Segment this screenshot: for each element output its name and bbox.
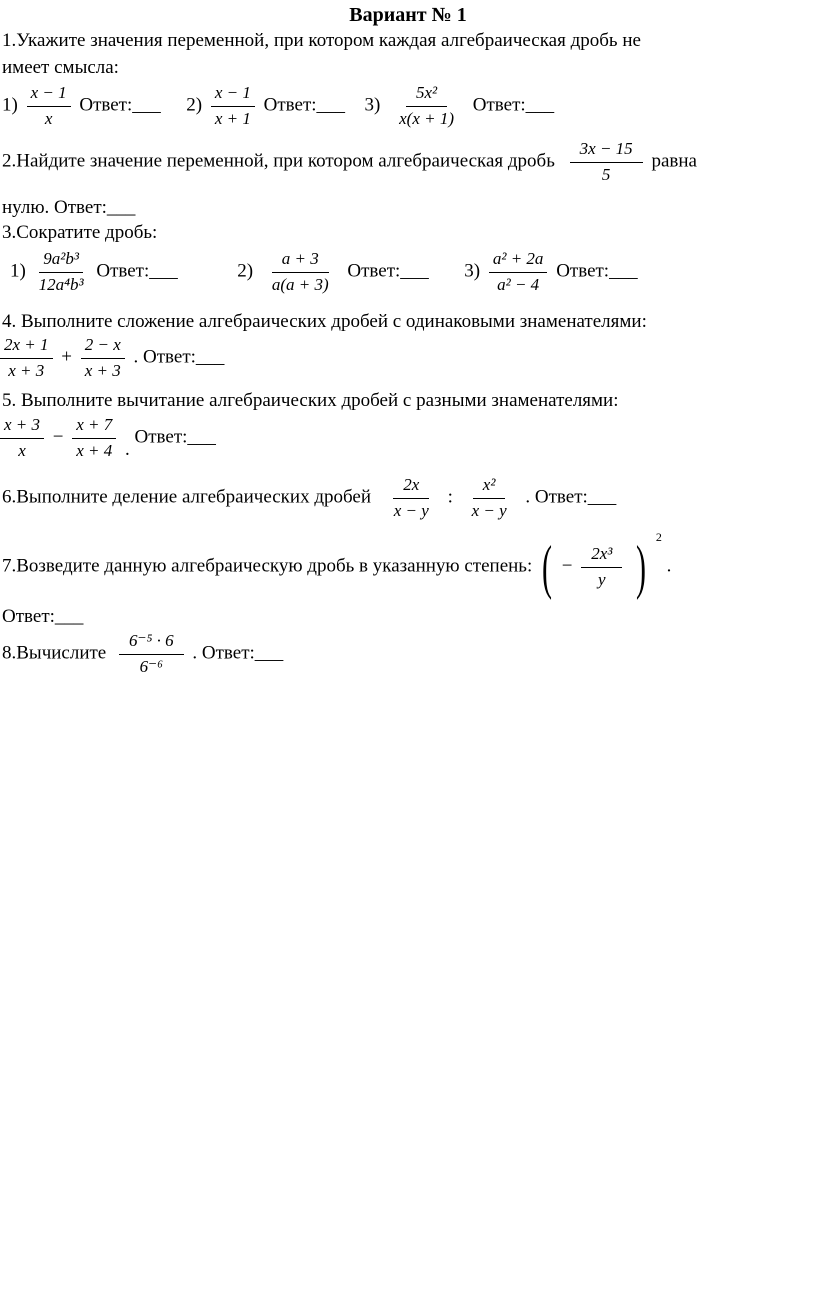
q8-answer: . Ответ:___	[192, 642, 284, 664]
fraction-numerator: x − 1	[27, 84, 71, 107]
q1-fraction-1	[27, 84, 71, 128]
fraction-denominator: x(x + 1)	[399, 108, 454, 128]
q3-text: 3.Сократите дробь:	[2, 222, 158, 243]
fraction-numerator: x + 7	[72, 416, 116, 439]
q7-dot: .	[666, 555, 672, 577]
left-paren: (	[541, 534, 552, 600]
q7-text: 7.Возведите данную алгебраическую дробь в указанную степень:	[2, 555, 533, 577]
fraction-numerator: 2x³	[581, 545, 622, 568]
q1-answer-1: Ответ:___	[79, 94, 161, 116]
fraction-numerator: 2x + 1	[0, 336, 53, 359]
fraction-numerator: 9a²b³	[39, 250, 83, 273]
q3-item-label: 2)	[237, 260, 254, 282]
q8-row	[2, 632, 283, 676]
fraction-numerator: 2x	[393, 476, 429, 499]
fraction-numerator: x + 3	[0, 416, 44, 439]
q3-item-label: 3)	[464, 260, 481, 282]
q4-text: 4. Выполните сложение алгебраических дробей с одинаковыми знаменателями:	[2, 311, 647, 332]
q4-fraction-1	[0, 336, 53, 380]
q1-item-label: 2)	[186, 94, 203, 116]
q2-line2: нулю. Ответ:___	[2, 197, 136, 218]
q5-dot: .	[125, 438, 130, 460]
q5-text: 5. Выполните вычитание алгебраических дробей с разными знаменателями:	[2, 390, 619, 411]
fraction-denominator: x − y	[393, 500, 429, 520]
q8-text: 8.Вычислите	[2, 642, 107, 664]
fraction-denominator: x	[44, 108, 53, 128]
page-title: Вариант № 1	[349, 4, 467, 26]
q1-item-label: 1)	[2, 94, 18, 116]
right-paren: )	[636, 534, 647, 600]
q4-fraction-2	[81, 336, 125, 380]
plus-operator: +	[61, 346, 72, 368]
fraction-denominator: x + 3	[8, 360, 45, 380]
fraction-numerator: a + 3	[272, 250, 329, 273]
q3-answer-3: Ответ:___	[556, 260, 638, 282]
q6-text: 6.Выполните деление алгебраических дробей	[2, 486, 371, 508]
minus-operator: −	[52, 426, 64, 448]
q4-answer: . Ответ:___	[133, 346, 225, 368]
q2-row	[2, 140, 697, 184]
q3-item-label: 1)	[10, 260, 26, 282]
q6-fraction-1	[384, 476, 439, 520]
q3-items-row	[10, 250, 638, 294]
q1-answer-2: Ответ:___	[263, 94, 346, 116]
q2-text: 2.Найдите значение переменной, при котором алгебраическая дробь	[2, 150, 555, 172]
q2-fraction	[570, 140, 643, 184]
fraction-denominator: a² − 4	[497, 274, 540, 294]
fraction-denominator: x + 3	[84, 360, 121, 380]
q1-text-line2: имеет смысла:	[2, 57, 119, 78]
fraction-numerator: a² + 2a	[489, 250, 548, 273]
q1-fraction-3	[389, 84, 464, 128]
q5-fraction-1	[0, 416, 44, 460]
fraction-denominator: 6⁻⁶	[139, 656, 163, 676]
fraction-denominator: 5	[601, 164, 611, 184]
fraction-denominator: x	[18, 440, 26, 460]
q3-fraction-1	[35, 250, 88, 294]
q1-answer-3: Ответ:___	[472, 94, 555, 116]
q1-items-row	[2, 84, 554, 128]
q5-fraction-2	[72, 416, 116, 460]
exponent: 2	[655, 530, 662, 544]
division-operator: :	[447, 486, 453, 508]
fraction-numerator: 3x − 15	[570, 140, 643, 163]
fraction-numerator: 5x²	[406, 84, 447, 107]
fraction-denominator: x + 4	[76, 440, 113, 460]
q7-line2: Ответ:___	[2, 606, 84, 627]
fraction-denominator: x + 1	[214, 108, 251, 128]
q1-text-line1: 1.Укажите значения переменной, при котором каждая алгебраическая дробь не	[2, 30, 641, 51]
fraction-denominator: x − y	[471, 500, 507, 520]
q6-answer: . Ответ:___	[525, 486, 617, 508]
q2-after: равна	[651, 150, 697, 172]
fraction-numerator: 6⁻⁵ · 6	[119, 632, 184, 655]
q3-fraction-2	[262, 250, 339, 294]
q6-row	[2, 476, 616, 520]
q3-answer-1: Ответ:___	[96, 260, 178, 282]
q1-fraction-2	[211, 84, 255, 128]
q7-fraction	[581, 545, 622, 589]
q6-fraction-2	[462, 476, 517, 520]
fraction-denominator: 12a⁴b³	[38, 274, 84, 294]
fraction-numerator: x²	[473, 476, 506, 499]
q5-answer: Ответ:___	[134, 426, 216, 448]
q8-fraction	[119, 632, 184, 676]
fraction-numerator: x − 1	[211, 84, 255, 107]
q3-fraction-3	[489, 250, 548, 294]
minus-sign: −	[561, 555, 573, 577]
q4-expression	[0, 336, 224, 380]
fraction-numerator: 2 − x	[81, 336, 125, 359]
q1-item-label: 3)	[364, 94, 381, 116]
q5-expression	[0, 416, 216, 460]
fraction-denominator: y	[598, 569, 606, 589]
fraction-denominator: a(a + 3)	[271, 274, 329, 294]
q7-row	[2, 530, 672, 600]
q3-answer-2: Ответ:___	[347, 260, 429, 282]
